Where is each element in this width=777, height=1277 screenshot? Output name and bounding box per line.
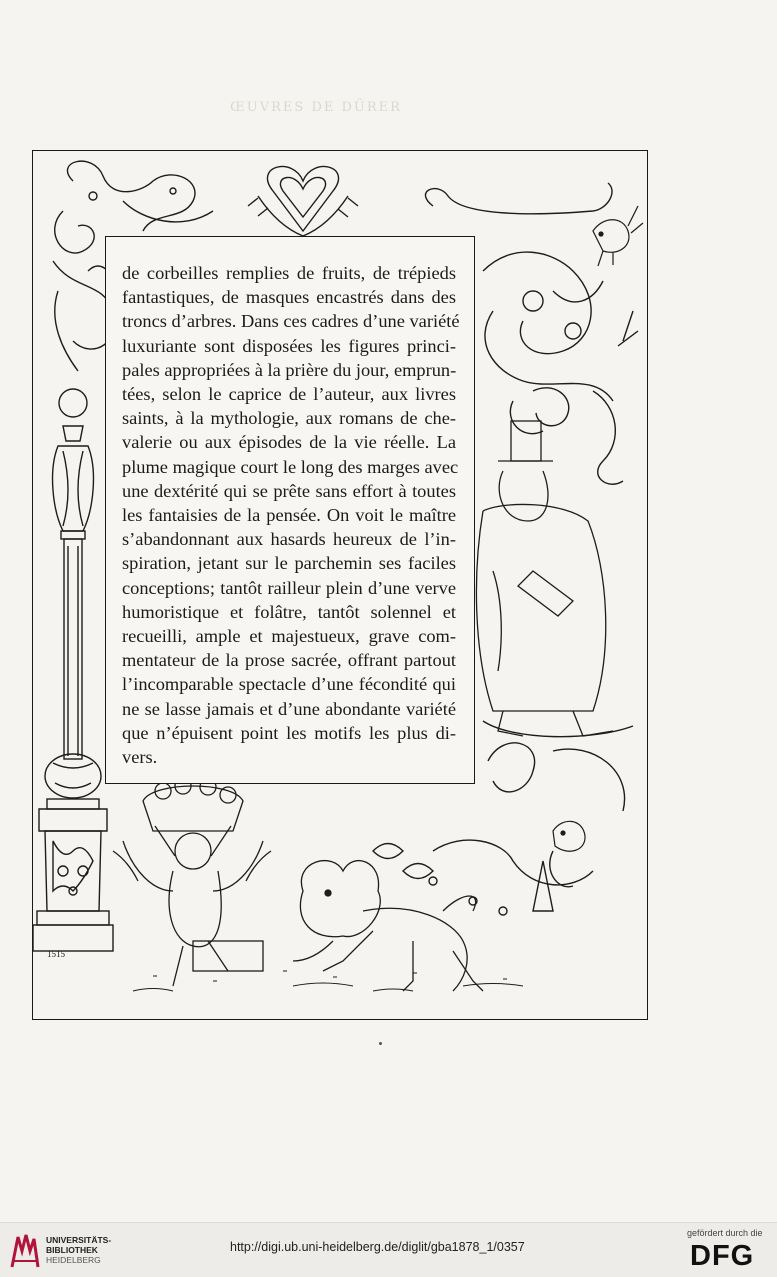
text-line: spiration, jetant sur le parchemin ses faciles [122, 553, 456, 574]
lion-dog-figure [293, 861, 483, 991]
text-line: fantastiques, de masques encastrés dans des [122, 287, 456, 308]
bleed-through-text: ŒUVRES DE DÜRER [230, 100, 402, 115]
man-with-top-hat [476, 421, 613, 736]
text-line: mentateur de la prose sacrée, offrant partout [122, 650, 456, 671]
text-line: une dextérité qui se prête sans effort à toutes [122, 480, 456, 501]
library-name-line: HEIDELBERG [46, 1255, 101, 1265]
ground-line [483, 721, 633, 737]
page-dot [379, 1042, 382, 1045]
bird-top-right [593, 206, 643, 266]
viewer-footer [0, 1222, 777, 1277]
engraving-date: 1515 [47, 949, 65, 959]
text-line: saints, à la mythologie, aux romans de che- [122, 408, 456, 429]
text-line: humoristique et folâtre, tantôt solennel et [122, 601, 456, 622]
text-line: les fantaisies de la pensée. On voit le maître [122, 505, 456, 526]
text-line: troncs d’arbres. Dans ces cadres d’une variété [122, 311, 460, 332]
small-flourish [533, 388, 569, 426]
text-line: plume magique court le long des marges avec [122, 456, 459, 477]
right-vine-ornament [483, 252, 638, 484]
text-line: vers. [122, 747, 158, 768]
text-line: l’incomparable spectacle d’une fécondité qui [122, 674, 456, 695]
sponsor-caption: gefördert durch die [687, 1228, 763, 1238]
text-line: pales appropriées à la prière du jour, emprun- [122, 359, 457, 380]
university-library-logo[interactable] [8, 1231, 42, 1271]
decorated-column [33, 389, 113, 951]
text-line: s’abandonnant aux hasards heureux de l’in- [122, 529, 456, 550]
text-panel [105, 236, 475, 784]
library-name[interactable] [46, 1235, 111, 1265]
heart-knot-ornament [248, 167, 358, 236]
library-name-line: BIBLIOTHEK [46, 1245, 98, 1255]
text-line: conceptions; tantôt railleur plein d’une verve [122, 577, 456, 598]
cherub-with-basket [113, 778, 271, 986]
text-line: que n’épuisent point les motifs les plus di- [122, 722, 456, 743]
library-name-line: UNIVERSITÄTS- [46, 1235, 112, 1245]
text-line: de corbeilles remplies de fruits, de trépieds [122, 263, 456, 283]
bird-bottom-right [553, 821, 585, 851]
text-line: tées, selon le caprice de l’auteur, aux livres [122, 384, 456, 405]
text-line: valerie ou aux épisodes de la vie réelle. La [122, 432, 456, 453]
permalink-url[interactable]: http://digi.ub.uni-heidelberg.de/diglit/gba1878_1/0357 [230, 1240, 525, 1254]
text-line: luxuriante sont disposées les figures princi- [122, 335, 456, 356]
dfg-logo[interactable]: DFG [690, 1240, 755, 1272]
body-paragraph [122, 261, 460, 769]
flourish-line [425, 183, 612, 214]
text-line: ne se lasse jamais et d’une abondante variété [122, 698, 456, 719]
text-line: recueilli, ample et majestueux, grave com- [122, 626, 456, 647]
